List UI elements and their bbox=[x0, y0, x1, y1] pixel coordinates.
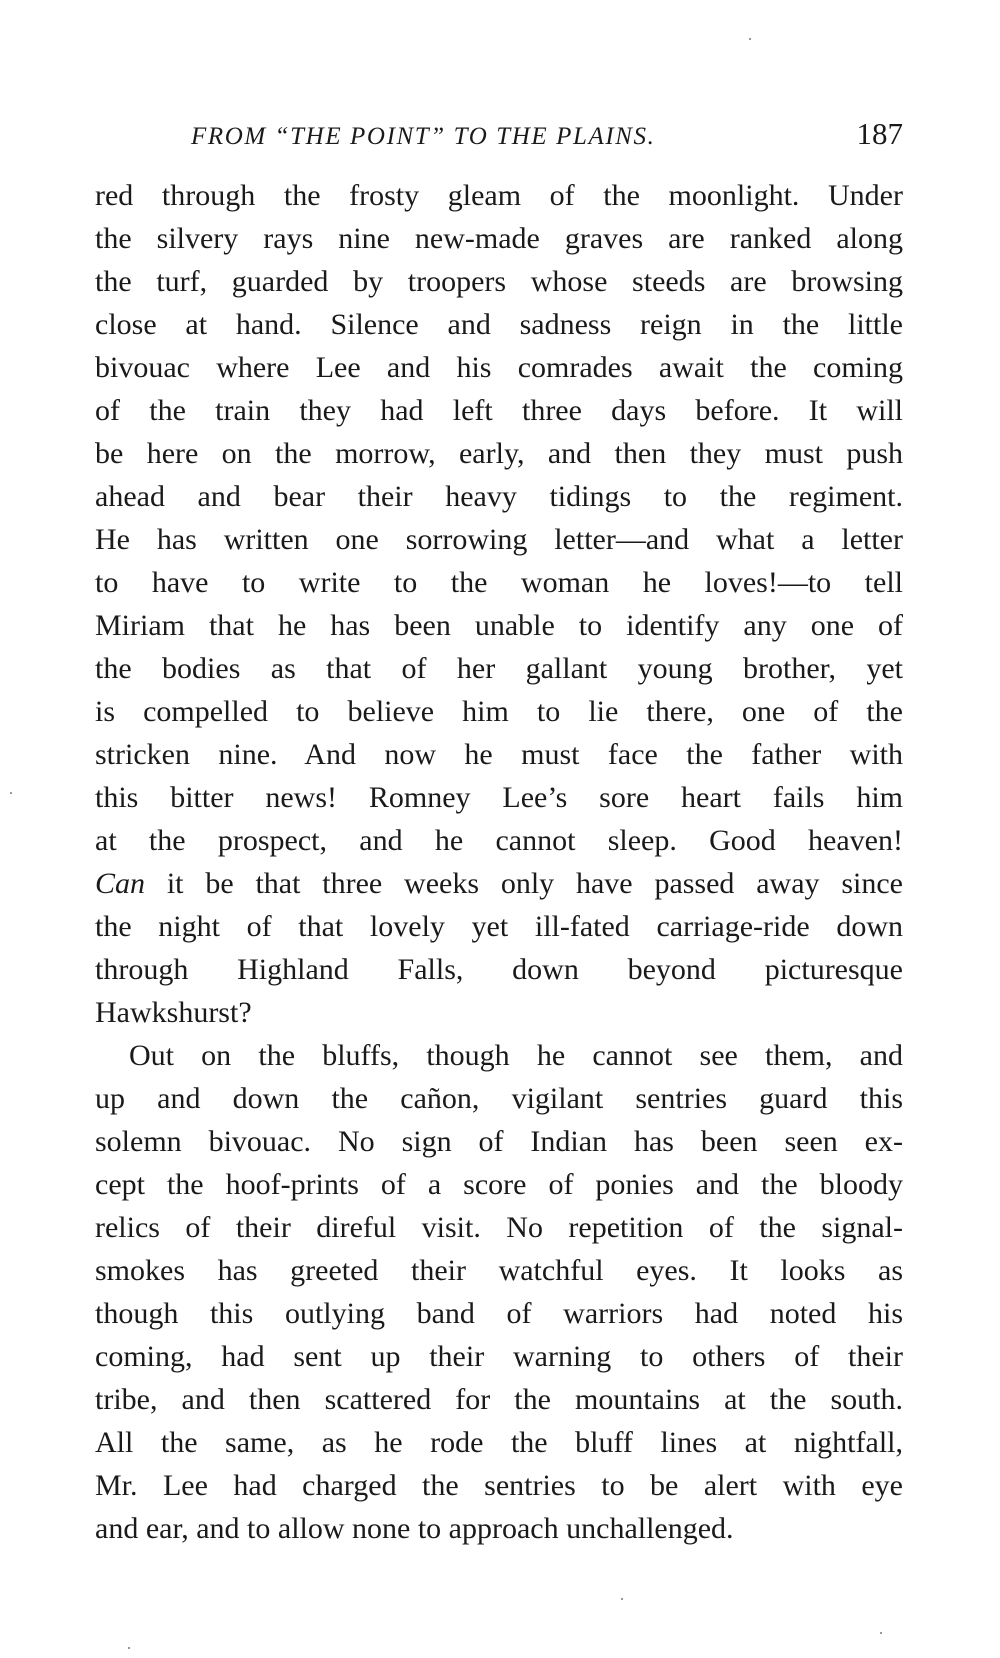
paper-speck bbox=[621, 1598, 623, 1600]
text-line: tribe, and then scattered for the mountains at the south. bbox=[95, 1383, 903, 1416]
text-line: be here on the morrow, early, and then they must push bbox=[95, 437, 903, 470]
page-number: 187 bbox=[856, 116, 903, 151]
text-line: at the prospect, and he cannot sleep. Good heaven! bbox=[95, 824, 903, 857]
text-line: smokes has greeted their watchful eyes. It looks as bbox=[95, 1254, 903, 1287]
text-line: the silvery rays nine new-made graves are ranked along bbox=[95, 222, 903, 255]
italic-emphasis: Can bbox=[95, 867, 146, 900]
text-line: is compelled to believe him to lie there, one of the bbox=[95, 695, 903, 728]
running-title: FROM “THE POINT” TO THE PLAINS. bbox=[191, 123, 656, 150]
text-line: close at hand. Silence and sadness reign in the little bbox=[95, 308, 903, 341]
paper-speck bbox=[880, 1632, 882, 1634]
text-line: relics of their direful visit. No repetition of the signal- bbox=[95, 1211, 903, 1244]
text-line: solemn bivouac. No sign of Indian has been seen ex- bbox=[95, 1125, 903, 1158]
text-line: bivouac where Lee and his comrades await the coming bbox=[95, 351, 903, 384]
text-line-with-italic bbox=[95, 862, 903, 905]
text-line: and ear, and to allow none to approach unchallenged. bbox=[95, 1512, 734, 1545]
text-line: this bitter news! Romney Lee’s sore heart fails him bbox=[95, 781, 903, 814]
text-line: up and down the cañon, vigilant sentries guard this bbox=[95, 1082, 903, 1115]
text-line: red through the frosty gleam of the moonlight. Under bbox=[95, 179, 903, 212]
text-line: the night of that lovely yet ill-fated carriage-ride down bbox=[95, 910, 903, 943]
text-line: ahead and bear their heavy tidings to the regiment. bbox=[95, 480, 903, 513]
text-line: Miriam that he has been unable to identify any one of bbox=[95, 609, 903, 642]
line-remainder: it be that three weeks only have passed away since bbox=[145, 867, 903, 900]
text-line: cept the hoof-prints of a score of ponies and the bloody bbox=[95, 1168, 903, 1201]
text-line: of the train they had left three days before. It will bbox=[95, 394, 903, 427]
paper-speck bbox=[749, 38, 751, 40]
text-line: Mr. Lee had charged the sentries to be alert with eye bbox=[95, 1469, 903, 1502]
text-line: Out on the bluffs, though he cannot see them, and bbox=[129, 1039, 903, 1072]
text-line: coming, had sent up their warning to others of their bbox=[95, 1340, 903, 1373]
text-line: He has written one sorrowing letter—and what a letter bbox=[95, 523, 903, 556]
text-line: though this outlying band of warriors had noted his bbox=[95, 1297, 903, 1330]
text-line: the turf, guarded by troopers whose steeds are browsing bbox=[95, 265, 903, 298]
paper-speck bbox=[128, 1647, 130, 1649]
body-text bbox=[95, 174, 903, 1550]
text-line: to have to write to the woman he loves!—to tell bbox=[95, 566, 903, 599]
paper-speck bbox=[10, 792, 12, 794]
text-line: through Highland Falls, down beyond picturesque bbox=[95, 953, 903, 986]
text-line: the bodies as that of her gallant young brother, yet bbox=[95, 652, 903, 685]
text-line: stricken nine. And now he must face the father with bbox=[95, 738, 903, 771]
text-line: Hawkshurst? bbox=[95, 996, 252, 1029]
running-head bbox=[95, 110, 903, 160]
text-line: All the same, as he rode the bluff lines at nightfall, bbox=[95, 1426, 903, 1459]
